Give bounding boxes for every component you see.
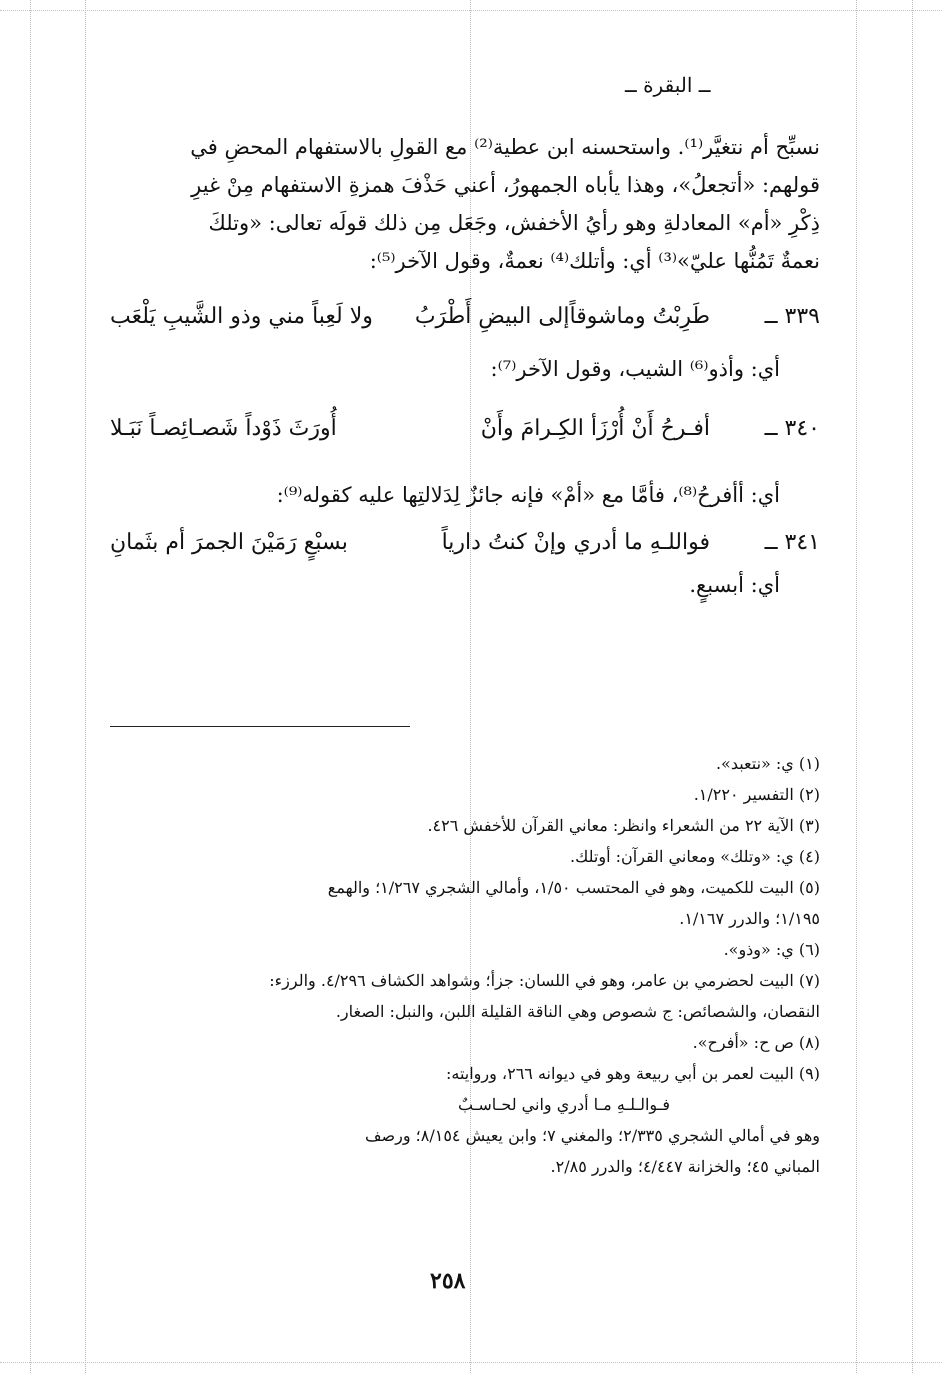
text-line: أي: وأذو⁽⁶⁾ الشيب، وقول الآخر⁽⁷⁾:	[490, 357, 780, 381]
verse-341	[110, 528, 820, 558]
footnote: (٦) ي: «وذو».	[723, 940, 820, 959]
verse-hemistich: بسبْعٍ رَمَيْنَ الجمرَ أم بثَمانِ	[110, 530, 348, 555]
footnote: (٨) ص ح: «أفرح».	[692, 1033, 820, 1052]
verse-number: ٣٤١ ــ	[764, 530, 820, 555]
footnote: (١) ي: «نتعبد».	[715, 754, 820, 773]
footnote-continuation: المباني ٤٥؛ والخزانة ٤/٤٤٧؛ والدرر ٢/٨٥.	[550, 1157, 820, 1176]
footnote-continuation: النقصان، والشصائص: ج شصوص وهي الناقة القليلة اللبن، والنبل: الصغار.	[335, 1002, 820, 1021]
text-line: نسبِّح أم نتغيَّر⁽¹⁾. واستحسنه ابن عطية⁽²⁾ مع القولِ بالاستفهام المحضِ في	[190, 135, 820, 159]
text-line: ذِكْرِ «أم» المعادلةِ وهو رأيُ الأخفش، وجَعَل مِن ذلك قولَه تعالى: «وتلكَ	[208, 211, 820, 235]
text-line: أي: أأفرحُ⁽⁸⁾، فأمَّا مع «أمْ» فإنه جائزٌ لِدَلالتِها عليه كقوله⁽⁹⁾:	[276, 483, 780, 507]
guide-line	[0, 10, 942, 11]
text-line: قولهم: «أتجعلُ»، وهذا يأباه الجمهورُ، أعني حَذْفَ همزةِ الاستفهام مِنْ غيرِ	[191, 173, 820, 197]
footnote: (٣) الآية ٢٢ من الشعراء وانظر: معاني القرآن للأخفش ٤٢٦.	[427, 816, 820, 835]
guide-line	[85, 0, 86, 1373]
verse-hemistich: أُورَثَ ذَوْداً شَصـائِصـاً نَبَـلا	[110, 416, 337, 441]
verse-hemistich: ولا لَعِباً مني وذو الشَّيبِ يَلْعَب	[110, 304, 373, 329]
footnote-verse: فـوالـلـهِ مـا أدري واني لحـاسـبٌ	[458, 1095, 670, 1114]
verse-340	[110, 414, 820, 444]
footnote-separator	[110, 726, 410, 727]
guide-line	[0, 1362, 942, 1363]
verse-hemistich: فواللـهِ ما أدري وإنْ كنتُ دارياً	[441, 530, 710, 555]
text-line: نعمةٌ تَمُنُّها عليّ»⁽³⁾ أي: وأتلك⁽⁴⁾ نعمةٌ، وقول الآخر⁽⁵⁾:	[369, 249, 820, 273]
page-number: ٢٥٨	[430, 1268, 466, 1294]
guide-line	[30, 0, 31, 1373]
footnote: (٥) البيت للكميت، وهو في المحتسب ١/٥٠، وأمالي الشجري ١/٢٦٧؛ والهمع	[327, 878, 820, 897]
footnote: (٩) البيت لعمر بن أبي ربيعة وهو في ديوانه ٢٦٦، وروايته:	[445, 1064, 820, 1083]
footnote-continuation: ١/١٩٥؛ والدرر ١/١٦٧.	[679, 909, 820, 928]
text-line: أي: أبسبعٍ.	[689, 573, 780, 597]
verse-number: ٣٣٩ ــ	[764, 304, 820, 329]
footnote: (٧) البيت لحضرمي بن عامر، وهو في اللسان: جزأ؛ وشواهد الكشاف ٤/٢٩٦. والرزء:	[269, 971, 820, 990]
verse-number: ٣٤٠ ــ	[764, 416, 820, 441]
verse-339	[110, 302, 820, 332]
main-text	[110, 128, 820, 604]
footnote-continuation: وهو في أمالي الشجري ٢/٣٣٥؛ والمغني ٧؛ وابن يعيش ٨/١٥٤؛ ورصف	[364, 1126, 820, 1145]
footnote: (٢) التفسير ١/٢٢٠.	[693, 785, 820, 804]
verse-hemistich: طَرِبْتُ وماشوقاًإلى البيضِ أَطْرَبُ	[414, 304, 710, 329]
footnote: (٤) ي: «وتلك» ومعاني القرآن: أوتلك.	[570, 847, 820, 866]
guide-line	[856, 0, 857, 1373]
guide-line	[912, 0, 913, 1373]
paragraph	[110, 128, 820, 280]
footnotes	[105, 748, 820, 1182]
running-header: ــ البقرة ــ	[625, 73, 711, 97]
verse-hemistich: أفـرحُ أَنْ أُرْزَأ الكِـرامَ وأَنْ	[480, 416, 710, 441]
